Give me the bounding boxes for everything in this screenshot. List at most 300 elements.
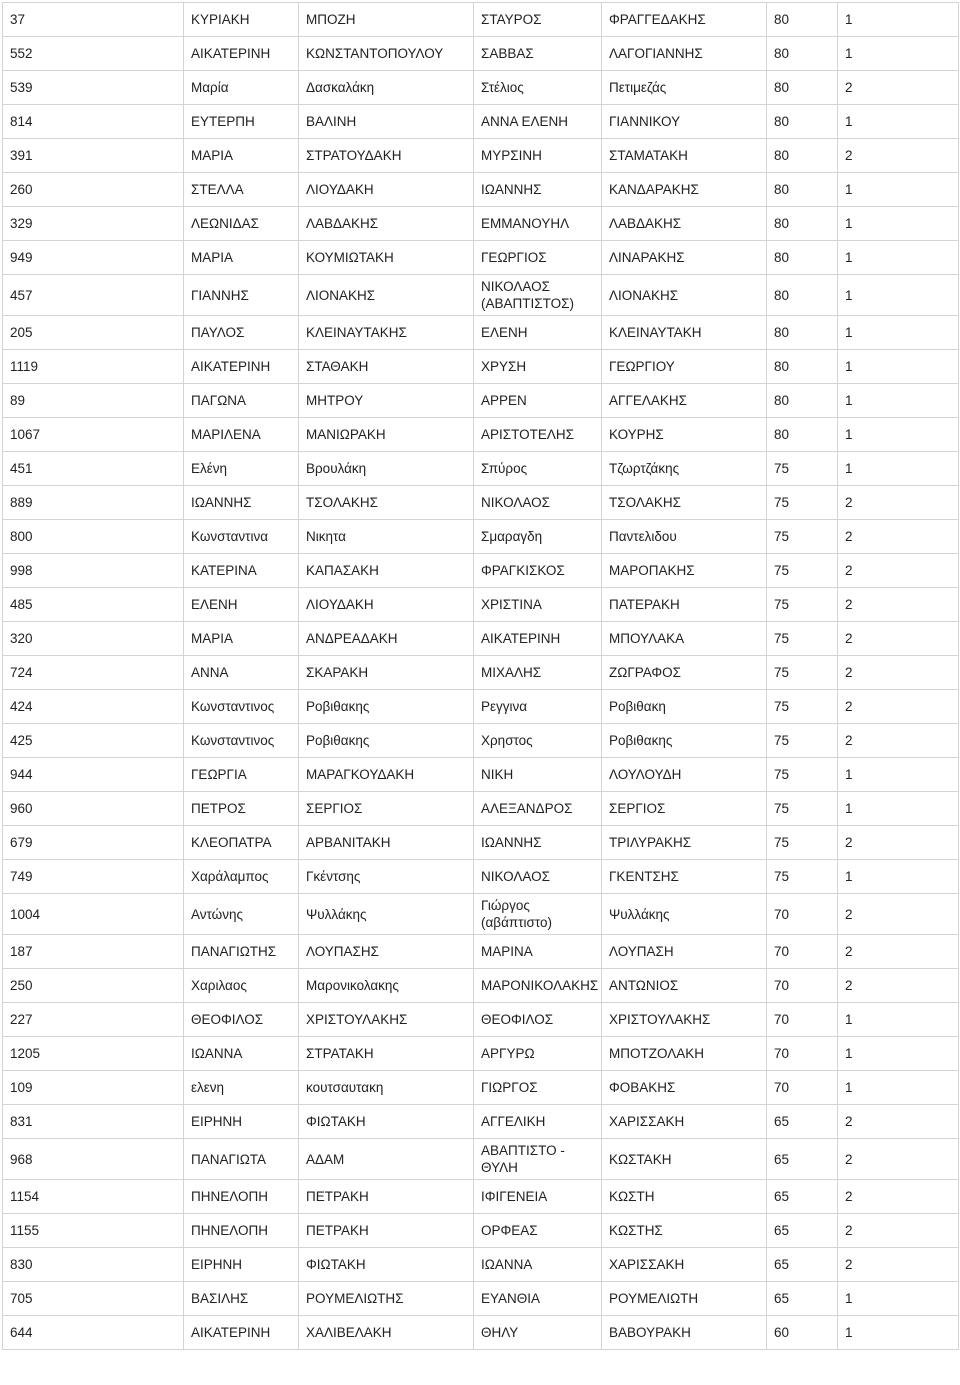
father-name-cell: ΑΙΚΑΤΕΡΙΝΗ	[474, 622, 602, 656]
group-cell: 1	[838, 1071, 959, 1105]
first-name-cell: ΒΑΣΙΛΗΣ	[184, 1282, 299, 1316]
father-name-cell: ΣΑΒΒΑΣ	[474, 37, 602, 71]
last-name-cell: ΚΑΠΑΣΑΚΗ	[299, 554, 474, 588]
father-name-cell: Ρεγγινα	[474, 690, 602, 724]
mother-surname-cell: ΦΟΒΑΚΗΣ	[602, 1071, 767, 1105]
score-cell: 75	[767, 656, 838, 690]
last-name-cell: ΦΙΩΤΑΚΗ	[299, 1105, 474, 1139]
mother-surname-cell: ΒΑΒΟΥΡΑΚΗ	[602, 1316, 767, 1350]
id-cell: 749	[3, 860, 184, 894]
group-cell: 2	[838, 656, 959, 690]
table-row	[3, 207, 959, 241]
last-name-cell: ΣΤΑΘΑΚΗ	[299, 350, 474, 384]
score-cell: 75	[767, 588, 838, 622]
id-cell: 451	[3, 452, 184, 486]
first-name-cell: ΣΤΕΛΛΑ	[184, 173, 299, 207]
last-name-cell: ΡΟΥΜΕΛΙΩΤΗΣ	[299, 1282, 474, 1316]
last-name-cell: Νικητα	[299, 520, 474, 554]
table-row	[3, 418, 959, 452]
group-cell: 2	[838, 969, 959, 1003]
last-name-cell: κουτσαυτακη	[299, 1071, 474, 1105]
id-cell: 1119	[3, 350, 184, 384]
id-cell: 949	[3, 241, 184, 275]
records-table	[2, 2, 959, 1350]
last-name-cell: ΛΟΥΠΑΣΗΣ	[299, 935, 474, 969]
mother-surname-cell: Πετιμεζάς	[602, 71, 767, 105]
first-name-cell: Χαράλαμπος	[184, 860, 299, 894]
first-name-cell: ΚΑΤΕΡΙΝΑ	[184, 554, 299, 588]
id-cell: 425	[3, 724, 184, 758]
id-cell: 109	[3, 1071, 184, 1105]
mother-surname-cell: ΜΠΟΥΛΑΚΑ	[602, 622, 767, 656]
score-cell: 80	[767, 173, 838, 207]
id-cell: 644	[3, 1316, 184, 1350]
last-name-cell: ΚΟΥΜΙΩΤΑΚΗ	[299, 241, 474, 275]
first-name-cell: ΠΑΓΩΝΑ	[184, 384, 299, 418]
first-name-cell: ΜΑΡΙΑ	[184, 622, 299, 656]
last-name-cell: ΧΑΛΙΒΕΛΑΚΗ	[299, 1316, 474, 1350]
last-name-cell: ΑΡΒΑΝΙΤΑΚΗ	[299, 826, 474, 860]
table-row	[3, 241, 959, 275]
group-cell: 1	[838, 1037, 959, 1071]
score-cell: 65	[767, 1105, 838, 1139]
group-cell: 2	[838, 622, 959, 656]
mother-surname-cell: ΖΩΓΡΑΦΟΣ	[602, 656, 767, 690]
father-name-cell: ΓΕΩΡΓΙΟΣ	[474, 241, 602, 275]
first-name-cell: ΑΙΚΑΤΕΡΙΝΗ	[184, 1316, 299, 1350]
father-name-cell: ΝΙΚΟΛΑΟΣ (ΑΒΑΠΤΙΣΤΟΣ)	[474, 275, 602, 316]
first-name-cell: ΠΗΝΕΛΟΠΗ	[184, 1214, 299, 1248]
father-name-cell: ΕΜΜΑΝΟΥΗΛ	[474, 207, 602, 241]
mother-surname-cell: Ροβιθακης	[602, 724, 767, 758]
table-row	[3, 350, 959, 384]
group-cell: 1	[838, 350, 959, 384]
id-cell: 37	[3, 3, 184, 37]
first-name-cell: Μαρία	[184, 71, 299, 105]
last-name-cell: Ροβιθακης	[299, 690, 474, 724]
last-name-cell: ΦΙΩΤΑΚΗ	[299, 1248, 474, 1282]
father-name-cell: ΑΡΙΣΤΟΤΕΛΗΣ	[474, 418, 602, 452]
score-cell: 60	[767, 1316, 838, 1350]
score-cell: 70	[767, 1003, 838, 1037]
mother-surname-cell: ΓΚΕΝΤΣΗΣ	[602, 860, 767, 894]
score-cell: 80	[767, 207, 838, 241]
first-name-cell: ΓΙΑΝΝΗΣ	[184, 275, 299, 316]
father-name-cell: ΙΩΑΝΝΗΣ	[474, 173, 602, 207]
id-cell: 1205	[3, 1037, 184, 1071]
group-cell: 2	[838, 554, 959, 588]
father-name-cell: ΓΙΩΡΓΟΣ	[474, 1071, 602, 1105]
score-cell: 80	[767, 71, 838, 105]
father-name-cell: ΘΗΛΥ	[474, 1316, 602, 1350]
mother-surname-cell: ΛΟΥΛΟΥΔΗ	[602, 758, 767, 792]
records-body	[3, 3, 959, 1350]
id-cell: 1154	[3, 1180, 184, 1214]
group-cell: 1	[838, 3, 959, 37]
score-cell: 75	[767, 690, 838, 724]
first-name-cell: ΕΙΡΗΝΗ	[184, 1105, 299, 1139]
father-name-cell: Χρηστος	[474, 724, 602, 758]
score-cell: 80	[767, 241, 838, 275]
table-row	[3, 486, 959, 520]
score-cell: 65	[767, 1248, 838, 1282]
id-cell: 329	[3, 207, 184, 241]
last-name-cell: Γκέντσης	[299, 860, 474, 894]
id-cell: 830	[3, 1248, 184, 1282]
id-cell: 800	[3, 520, 184, 554]
father-name-cell: ΙΩΑΝΝΗΣ	[474, 826, 602, 860]
last-name-cell: ΚΩΝΣΤΑΝΤΟΠΟΥΛΟΥ	[299, 37, 474, 71]
first-name-cell: ΙΩΑΝΝΑ	[184, 1037, 299, 1071]
last-name-cell: Ψυλλάκης	[299, 894, 474, 935]
first-name-cell: ΚΥΡΙΑΚΗ	[184, 3, 299, 37]
last-name-cell: ΛΙΟΥΔΑΚΗ	[299, 588, 474, 622]
group-cell: 1	[838, 275, 959, 316]
last-name-cell: ΑΔΑΜ	[299, 1139, 474, 1180]
first-name-cell: ΙΩΑΝΝΗΣ	[184, 486, 299, 520]
score-cell: 75	[767, 792, 838, 826]
father-name-cell: ΝΙΚΟΛΑΟΣ	[474, 860, 602, 894]
table-row	[3, 622, 959, 656]
score-cell: 75	[767, 724, 838, 758]
table-row	[3, 1180, 959, 1214]
father-name-cell: ΙΩΑΝΝΑ	[474, 1248, 602, 1282]
mother-surname-cell: Ροβιθακη	[602, 690, 767, 724]
group-cell: 2	[838, 894, 959, 935]
score-cell: 65	[767, 1214, 838, 1248]
last-name-cell: ΧΡΙΣΤΟΥΛΑΚΗΣ	[299, 1003, 474, 1037]
group-cell: 2	[838, 71, 959, 105]
score-cell: 80	[767, 316, 838, 350]
father-name-cell: Σπύρος	[474, 452, 602, 486]
first-name-cell: ΜΑΡΙΛΕΝΑ	[184, 418, 299, 452]
group-cell: 1	[838, 792, 959, 826]
score-cell: 75	[767, 486, 838, 520]
group-cell: 1	[838, 316, 959, 350]
id-cell: 250	[3, 969, 184, 1003]
first-name-cell: ΑΙΚΑΤΕΡΙΝΗ	[184, 350, 299, 384]
id-cell: 1067	[3, 418, 184, 452]
last-name-cell: ΚΛΕΙΝΑΥΤΑΚΗΣ	[299, 316, 474, 350]
father-name-cell: ΜΑΡΙΝΑ	[474, 935, 602, 969]
id-cell: 1155	[3, 1214, 184, 1248]
father-name-cell: Σμαραγδη	[474, 520, 602, 554]
first-name-cell: ΕΙΡΗΝΗ	[184, 1248, 299, 1282]
group-cell: 1	[838, 173, 959, 207]
score-cell: 75	[767, 860, 838, 894]
id-cell: 187	[3, 935, 184, 969]
first-name-cell: ΓΕΩΡΓΙΑ	[184, 758, 299, 792]
id-cell: 968	[3, 1139, 184, 1180]
group-cell: 2	[838, 486, 959, 520]
table-row	[3, 690, 959, 724]
mother-surname-cell: Ψυλλάκης	[602, 894, 767, 935]
table-row	[3, 894, 959, 935]
group-cell: 1	[838, 105, 959, 139]
id-cell: 205	[3, 316, 184, 350]
table-row	[3, 105, 959, 139]
mother-surname-cell: Παντελιδου	[602, 520, 767, 554]
mother-surname-cell: ΚΛΕΙΝΑΥΤΑΚΗ	[602, 316, 767, 350]
table-row	[3, 1037, 959, 1071]
score-cell: 80	[767, 105, 838, 139]
id-cell: 724	[3, 656, 184, 690]
id-cell: 485	[3, 588, 184, 622]
score-cell: 70	[767, 969, 838, 1003]
table-row	[3, 452, 959, 486]
first-name-cell: ΜΑΡΙΑ	[184, 139, 299, 173]
table-row	[3, 1316, 959, 1350]
id-cell: 814	[3, 105, 184, 139]
last-name-cell: ΠΕΤΡΑΚΗ	[299, 1180, 474, 1214]
mother-surname-cell: ΤΡΙΛΥΡΑΚΗΣ	[602, 826, 767, 860]
last-name-cell: ΑΝΔΡΕΑΔΑΚΗ	[299, 622, 474, 656]
table-row	[3, 1105, 959, 1139]
group-cell: 2	[838, 1180, 959, 1214]
id-cell: 89	[3, 384, 184, 418]
last-name-cell: ΛΙΟΝΑΚΗΣ	[299, 275, 474, 316]
group-cell: 2	[838, 1105, 959, 1139]
father-name-cell: ΑΛΕΞΑΝΔΡΟΣ	[474, 792, 602, 826]
id-cell: 227	[3, 1003, 184, 1037]
group-cell: 1	[838, 418, 959, 452]
id-cell: 998	[3, 554, 184, 588]
score-cell: 80	[767, 350, 838, 384]
mother-surname-cell: ΚΑΝΔΑΡΑΚΗΣ	[602, 173, 767, 207]
last-name-cell: ΣΚΑΡΑΚΗ	[299, 656, 474, 690]
score-cell: 80	[767, 275, 838, 316]
table-row	[3, 969, 959, 1003]
first-name-cell: ΛΕΩΝΙΔΑΣ	[184, 207, 299, 241]
id-cell: 889	[3, 486, 184, 520]
father-name-cell: ΙΦΙΓΕΝΕΙΑ	[474, 1180, 602, 1214]
score-cell: 65	[767, 1139, 838, 1180]
group-cell: 2	[838, 690, 959, 724]
father-name-cell: ΝΙΚΟΛΑΟΣ	[474, 486, 602, 520]
id-cell: 320	[3, 622, 184, 656]
father-name-cell: ΑΡΓΥΡΩ	[474, 1037, 602, 1071]
last-name-cell: Μαρονικολακης	[299, 969, 474, 1003]
mother-surname-cell: ΜΑΡΟΠΑΚΗΣ	[602, 554, 767, 588]
group-cell: 2	[838, 1248, 959, 1282]
score-cell: 70	[767, 894, 838, 935]
father-name-cell: Στέλιος	[474, 71, 602, 105]
group-cell: 1	[838, 384, 959, 418]
table-row	[3, 71, 959, 105]
first-name-cell: ΠΕΤΡΟΣ	[184, 792, 299, 826]
table-row	[3, 139, 959, 173]
mother-surname-cell: ΛΙΟΝΑΚΗΣ	[602, 275, 767, 316]
group-cell: 1	[838, 241, 959, 275]
last-name-cell: Δασκαλάκη	[299, 71, 474, 105]
table-row	[3, 1139, 959, 1180]
mother-surname-cell: ΣΤΑΜΑΤΑΚΗ	[602, 139, 767, 173]
mother-surname-cell: Τζωρτζάκης	[602, 452, 767, 486]
first-name-cell: ΠΑΝΑΓΙΩΤΑ	[184, 1139, 299, 1180]
group-cell: 1	[838, 452, 959, 486]
id-cell: 539	[3, 71, 184, 105]
table-row	[3, 656, 959, 690]
mother-surname-cell: ΑΝΤΩΝΙΟΣ	[602, 969, 767, 1003]
father-name-cell: ΑΡΡΕΝ	[474, 384, 602, 418]
mother-surname-cell: ΤΣΟΛΑΚΗΣ	[602, 486, 767, 520]
table-row	[3, 1282, 959, 1316]
father-name-cell: Γιώργος (αβάπτιστο)	[474, 894, 602, 935]
id-cell: 1004	[3, 894, 184, 935]
table-row	[3, 37, 959, 71]
mother-surname-cell: ΧΑΡΙΣΣΑΚΗ	[602, 1105, 767, 1139]
score-cell: 75	[767, 520, 838, 554]
table-row	[3, 792, 959, 826]
father-name-cell: ΘΕΟΦΙΛΟΣ	[474, 1003, 602, 1037]
id-cell: 457	[3, 275, 184, 316]
table-row	[3, 1248, 959, 1282]
last-name-cell: ΒΑΛΙΝΗ	[299, 105, 474, 139]
first-name-cell: Ελένη	[184, 452, 299, 486]
first-name-cell: ΘΕΟΦΙΛΟΣ	[184, 1003, 299, 1037]
score-cell: 70	[767, 1071, 838, 1105]
father-name-cell: ΧΡΙΣΤΙΝΑ	[474, 588, 602, 622]
id-cell: 944	[3, 758, 184, 792]
mother-surname-cell: ΑΓΓΕΛΑΚΗΣ	[602, 384, 767, 418]
last-name-cell: ΤΣΟΛΑΚΗΣ	[299, 486, 474, 520]
first-name-cell: ΕΛΕΝΗ	[184, 588, 299, 622]
first-name-cell: ΕΥΤΕΡΠΗ	[184, 105, 299, 139]
score-cell: 75	[767, 758, 838, 792]
score-cell: 70	[767, 935, 838, 969]
last-name-cell: ΜΠΟΖΗ	[299, 3, 474, 37]
mother-surname-cell: ΚΩΣΤΑΚΗ	[602, 1139, 767, 1180]
score-cell: 80	[767, 139, 838, 173]
group-cell: 2	[838, 1214, 959, 1248]
mother-surname-cell: ΜΠΟΤΖΟΛΑΚΗ	[602, 1037, 767, 1071]
table-row	[3, 935, 959, 969]
id-cell: 424	[3, 690, 184, 724]
group-cell: 1	[838, 1003, 959, 1037]
group-cell: 2	[838, 588, 959, 622]
first-name-cell: ελενη	[184, 1071, 299, 1105]
last-name-cell: ΣΤΡΑΤΟΥΔΑΚΗ	[299, 139, 474, 173]
score-cell: 80	[767, 37, 838, 71]
table-row	[3, 316, 959, 350]
table-row	[3, 554, 959, 588]
group-cell: 1	[838, 860, 959, 894]
id-cell: 679	[3, 826, 184, 860]
first-name-cell: ΑΝΝΑ	[184, 656, 299, 690]
score-cell: 80	[767, 384, 838, 418]
table-row	[3, 1214, 959, 1248]
table-row	[3, 724, 959, 758]
mother-surname-cell: ΚΩΣΤΗ	[602, 1180, 767, 1214]
last-name-cell: Ροβιθακης	[299, 724, 474, 758]
score-cell: 80	[767, 418, 838, 452]
last-name-cell: ΛΑΒΔΑΚΗΣ	[299, 207, 474, 241]
id-cell: 960	[3, 792, 184, 826]
table-row	[3, 860, 959, 894]
last-name-cell: ΣΕΡΓΙΟΣ	[299, 792, 474, 826]
first-name-cell: ΠΑΥΛΟΣ	[184, 316, 299, 350]
group-cell: 1	[838, 207, 959, 241]
group-cell: 1	[838, 1316, 959, 1350]
mother-surname-cell: ΛΟΥΠΑΣΗ	[602, 935, 767, 969]
mother-surname-cell: ΧΡΙΣΤΟΥΛΑΚΗΣ	[602, 1003, 767, 1037]
first-name-cell: ΠΗΝΕΛΟΠΗ	[184, 1180, 299, 1214]
first-name-cell: Κωνσταντινος	[184, 724, 299, 758]
first-name-cell: Κωνσταντινος	[184, 690, 299, 724]
score-cell: 65	[767, 1282, 838, 1316]
first-name-cell: Χαριλαος	[184, 969, 299, 1003]
last-name-cell: Βρουλάκη	[299, 452, 474, 486]
mother-surname-cell: ΚΟΥΡΗΣ	[602, 418, 767, 452]
father-name-cell: ΣΤΑΥΡΟΣ	[474, 3, 602, 37]
group-cell: 2	[838, 1139, 959, 1180]
score-cell: 80	[767, 3, 838, 37]
group-cell: 2	[838, 139, 959, 173]
last-name-cell: ΣΤΡΑΤΑΚΗ	[299, 1037, 474, 1071]
last-name-cell: ΜΑΝΙΩΡΑΚΗ	[299, 418, 474, 452]
group-cell: 1	[838, 1282, 959, 1316]
table-row	[3, 275, 959, 316]
father-name-cell: ΑΝΝΑ ΕΛΕΝΗ	[474, 105, 602, 139]
score-cell: 65	[767, 1180, 838, 1214]
table-row	[3, 173, 959, 207]
father-name-cell: ΑΓΓΕΛΙΚΗ	[474, 1105, 602, 1139]
last-name-cell: ΜΗΤΡΟΥ	[299, 384, 474, 418]
group-cell: 1	[838, 758, 959, 792]
father-name-cell: ΧΡΥΣΗ	[474, 350, 602, 384]
last-name-cell: ΛΙΟΥΔΑΚΗ	[299, 173, 474, 207]
score-cell: 75	[767, 622, 838, 656]
father-name-cell: ΕΥΑΝΘΙΑ	[474, 1282, 602, 1316]
group-cell: 1	[838, 37, 959, 71]
table-row	[3, 826, 959, 860]
group-cell: 2	[838, 826, 959, 860]
first-name-cell: ΜΑΡΙΑ	[184, 241, 299, 275]
first-name-cell: ΑΙΚΑΤΕΡΙΝΗ	[184, 37, 299, 71]
group-cell: 2	[838, 520, 959, 554]
table-row	[3, 384, 959, 418]
table-row	[3, 1003, 959, 1037]
father-name-cell: ΜΥΡΣΙΝΗ	[474, 139, 602, 173]
first-name-cell: Αντώνης	[184, 894, 299, 935]
group-cell: 2	[838, 935, 959, 969]
table-row	[3, 520, 959, 554]
mother-surname-cell: ΦΡΑΓΓΕΔΑΚΗΣ	[602, 3, 767, 37]
table-row	[3, 3, 959, 37]
mother-surname-cell: ΠΑΤΕΡΑΚΗ	[602, 588, 767, 622]
last-name-cell: ΠΕΤΡΑΚΗ	[299, 1214, 474, 1248]
mother-surname-cell: ΛΑΒΔΑΚΗΣ	[602, 207, 767, 241]
table-row	[3, 758, 959, 792]
mother-surname-cell: ΚΩΣΤΗΣ	[602, 1214, 767, 1248]
father-name-cell: ΜΑΡΟΝΙΚΟΛΑΚΗΣ	[474, 969, 602, 1003]
mother-surname-cell: ΓΙΑΝΝΙΚΟΥ	[602, 105, 767, 139]
mother-surname-cell: ΛΙΝΑΡΑΚΗΣ	[602, 241, 767, 275]
score-cell: 75	[767, 554, 838, 588]
father-name-cell: ΦΡΑΓΚΙΣΚΟΣ	[474, 554, 602, 588]
first-name-cell: ΚΛΕΟΠΑΤΡΑ	[184, 826, 299, 860]
score-cell: 75	[767, 452, 838, 486]
table-row	[3, 588, 959, 622]
father-name-cell: ΜΙΧΑΛΗΣ	[474, 656, 602, 690]
score-cell: 70	[767, 1037, 838, 1071]
last-name-cell: ΜΑΡΑΓΚΟΥΔΑΚΗ	[299, 758, 474, 792]
mother-surname-cell: ΓΕΩΡΓΙΟΥ	[602, 350, 767, 384]
id-cell: 552	[3, 37, 184, 71]
mother-surname-cell: ΛΑΓΟΓΙΑΝΝΗΣ	[602, 37, 767, 71]
first-name-cell: ΠΑΝΑΓΙΩΤΗΣ	[184, 935, 299, 969]
id-cell: 705	[3, 1282, 184, 1316]
